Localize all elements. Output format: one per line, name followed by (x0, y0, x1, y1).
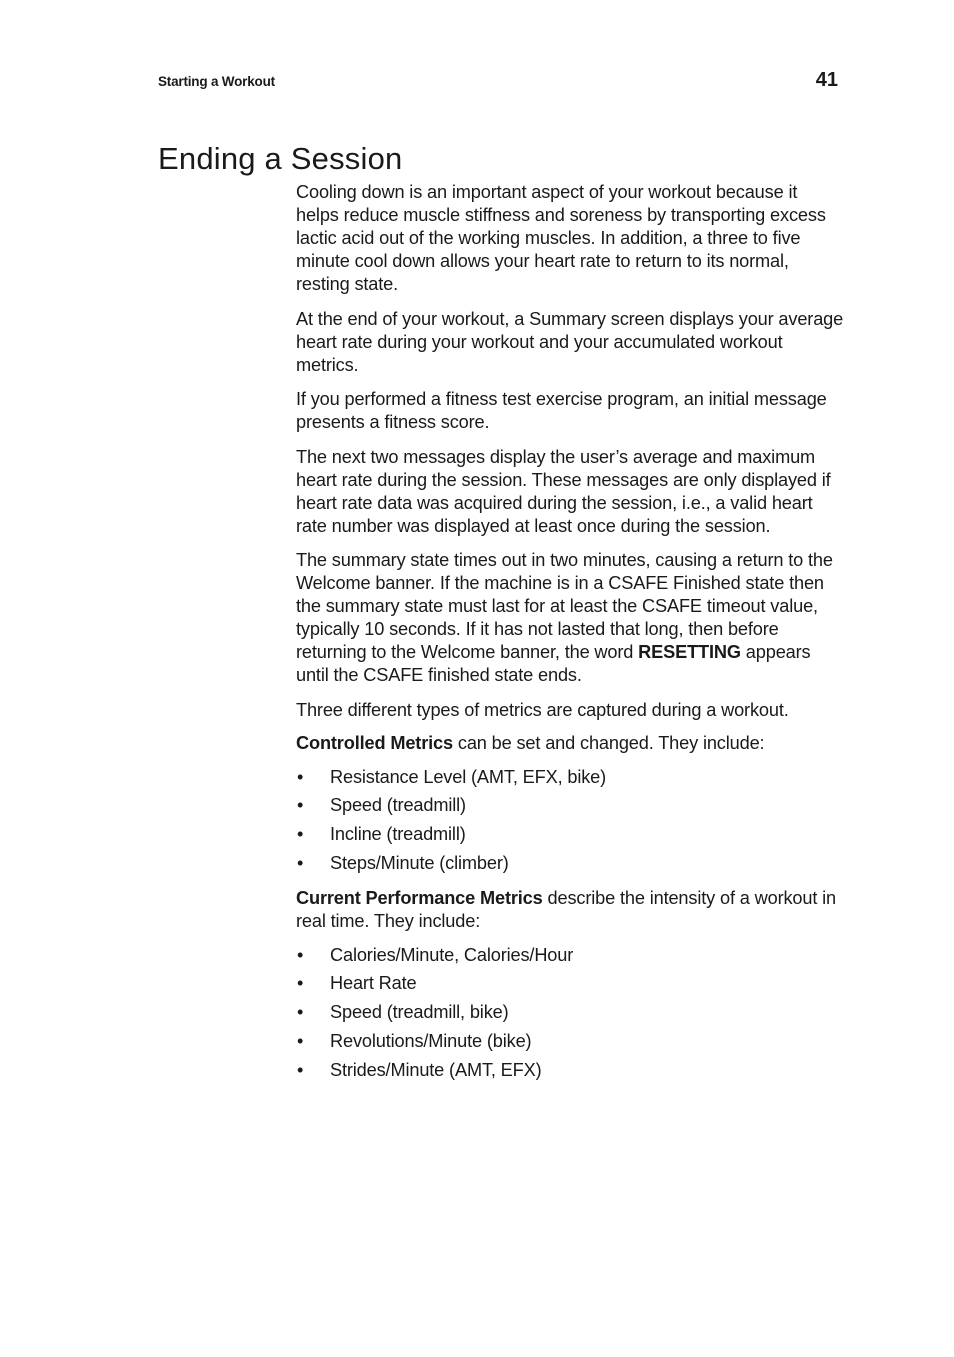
bullet: • (297, 1002, 304, 1023)
paragraph-summary-screen: At the end of your workout, a Summary screen displays your average heart rate during your workout and your accumulated workout metrics. (296, 308, 844, 375)
timeout-text-start: The summary state times out in two minutes, causing a return to the Welcome banner. If the machine is in a CSAFE Finished state then the summary state must last for at least the CSAFE timeout value, typically 10 seconds. If it has not lasted that long, then before returning to the Welcome banner, the word (296, 550, 833, 662)
list-item (296, 944, 844, 973)
list-item (296, 972, 844, 1001)
bullet: • (297, 852, 304, 873)
list-item-text: Strides/Minute (AMT, EFX) (330, 1059, 542, 1080)
list-item-text: Heart Rate (330, 973, 417, 994)
resetting-keyword: RESETTING (638, 642, 741, 662)
controlled-metrics-desc: can be set and changed. They include: (452, 732, 765, 753)
paragraph-fitness-test: If you performed a fitness test exercise program, an initial message presents a fitness score. (296, 389, 827, 432)
running-head: Starting a Workout (158, 74, 275, 89)
list-item (296, 1030, 844, 1059)
bullet: • (297, 824, 304, 845)
bullet: • (297, 973, 304, 994)
list-item-text: Calories/Minute, Calories/Hour (330, 944, 574, 965)
list-item (296, 794, 844, 823)
current-metrics-intro (296, 887, 844, 933)
timeout-text-end: appears until the CSAFE finished state ends. (296, 642, 811, 685)
paragraph-heart-rate-messages: The next two messages display the user’s average and maximum heart rate during the session. These messages are only displayed if heart rate data was acquired during the session, i.e., a valid heart rate number was displayed at least once during the session. (296, 446, 831, 536)
list-item-text: Speed (treadmill, bike) (330, 1002, 509, 1023)
paragraph-cool-down: Cooling down is an important aspect of your workout because it helps reduce muscle stiffness and soreness by transporting excess lactic acid out of the working muscles. In addition, a three to five minute cool down allows your heart rate to return to its normal, resting state. (296, 182, 826, 294)
list-item (296, 823, 844, 852)
current-metrics-list (296, 944, 844, 1088)
list-item (296, 1059, 844, 1088)
list-item (296, 1001, 844, 1030)
list-item-text: Speed (treadmill) (330, 795, 466, 816)
list-item-text: Incline (treadmill) (330, 824, 466, 845)
page-number: 41 (815, 69, 838, 91)
current-metrics-term: Current Performance Metrics (296, 887, 543, 908)
current-metrics-desc: describe the intensity of a workout in real time. They include: (296, 887, 837, 931)
paragraph-metric-types: Three different types of metrics are captured during a workout. (296, 699, 789, 720)
paragraph-summary-timeout (296, 549, 844, 687)
list-item (296, 852, 844, 881)
bullet: • (297, 766, 304, 787)
bullet: • (297, 1059, 304, 1080)
body-text (296, 181, 844, 1094)
list-item-text: Resistance Level (AMT, EFX, bike) (330, 766, 607, 787)
bullet: • (297, 1031, 304, 1052)
section-title: Ending a Session (158, 141, 403, 176)
list-item-text: Revolutions/Minute (bike) (330, 1031, 532, 1052)
list-item (296, 766, 844, 795)
controlled-metrics-term: Controlled Metrics (296, 732, 453, 753)
controlled-metrics-intro (296, 732, 844, 755)
bullet: • (297, 944, 304, 965)
bullet: • (297, 795, 304, 816)
list-item-text: Steps/Minute (climber) (330, 852, 509, 873)
controlled-metrics-list (296, 766, 844, 881)
